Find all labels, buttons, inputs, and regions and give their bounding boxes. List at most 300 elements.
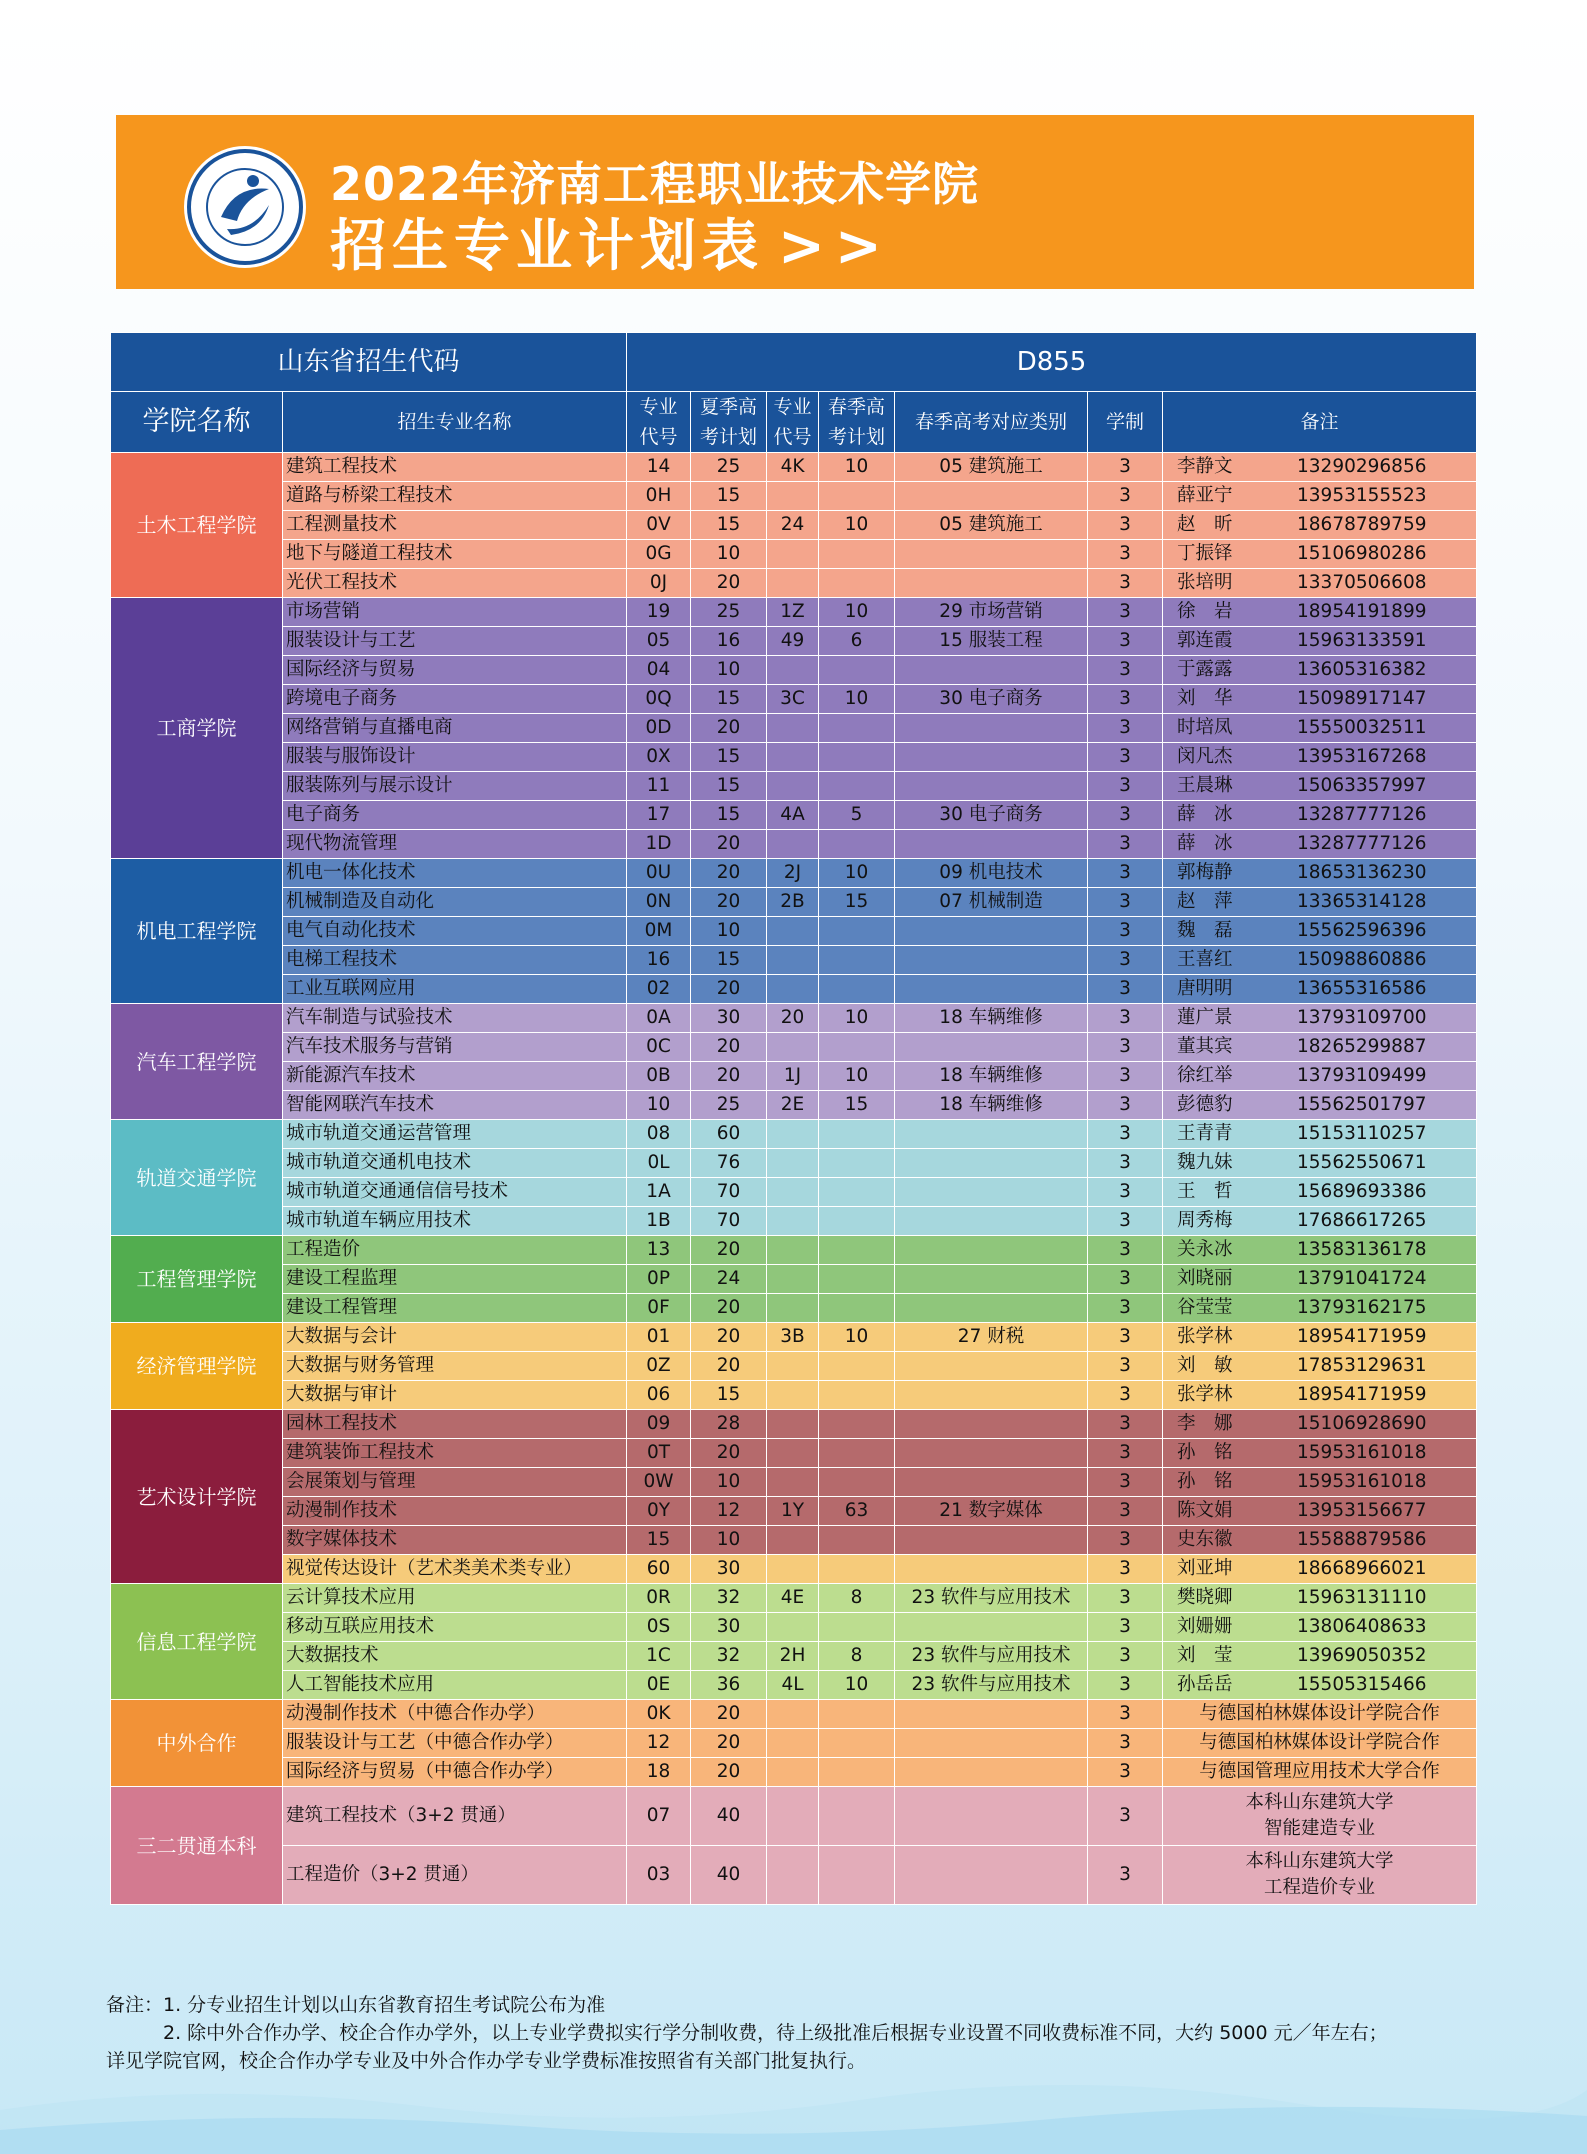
contact-name: 王 哲 xyxy=(1177,1181,1233,1202)
remark-cell xyxy=(1163,1497,1477,1526)
major-name: 城市轨道交通运营管理 xyxy=(283,1120,627,1149)
major-name: 机械制造及自动化 xyxy=(283,888,627,917)
major-code: 17 xyxy=(627,801,691,830)
major-name: 城市轨道交通通信信号技术 xyxy=(283,1178,627,1207)
study-years: 3 xyxy=(1088,1700,1163,1729)
note-line-3: 详见学院官网，校企合作办学专业及中外合作办学专业学费标准按照省有关部门批复执行。 xyxy=(106,2050,867,2072)
spring-category: 23 软件与应用技术 xyxy=(895,1671,1088,1700)
contact-name: 李 娜 xyxy=(1177,1413,1233,1434)
contact-phone: 15550032511 xyxy=(1297,717,1427,738)
contact-phone: 15505315466 xyxy=(1297,1674,1427,1695)
summer-plan: 15 xyxy=(691,685,767,714)
spring-category xyxy=(895,975,1088,1004)
major-code: 18 xyxy=(627,1758,691,1787)
summer-plan: 25 xyxy=(691,1091,767,1120)
spring-plan xyxy=(819,772,895,801)
summer-plan: 32 xyxy=(691,1584,767,1613)
contact-name: 时培凤 xyxy=(1177,717,1233,738)
remark-cell xyxy=(1163,1381,1477,1410)
summer-plan: 10 xyxy=(691,1468,767,1497)
spring-category xyxy=(895,1555,1088,1584)
major-code: 08 xyxy=(627,1120,691,1149)
contact-name: 刘亚坤 xyxy=(1177,1558,1233,1579)
summer-plan: 25 xyxy=(691,598,767,627)
contact-phone: 15953161018 xyxy=(1297,1442,1427,1463)
major-code: 1D xyxy=(627,830,691,859)
spring-code xyxy=(767,482,819,511)
major-name: 电梯工程技术 xyxy=(283,946,627,975)
major-name: 市场营销 xyxy=(283,598,627,627)
spring-code xyxy=(767,1207,819,1236)
summer-plan: 20 xyxy=(691,714,767,743)
study-years: 3 xyxy=(1088,1642,1163,1671)
contact-name: 孙岳岳 xyxy=(1177,1674,1233,1695)
major-name: 城市轨道交通机电技术 xyxy=(283,1149,627,1178)
study-years: 3 xyxy=(1088,1410,1163,1439)
remark-cell xyxy=(1163,801,1477,830)
major-code: 02 xyxy=(627,975,691,1004)
remark-cell xyxy=(1163,1439,1477,1468)
contact-name: 于露露 xyxy=(1177,659,1233,680)
contact-name: 唐明明 xyxy=(1177,978,1233,999)
college-name-cell: 机电工程学院 xyxy=(111,859,283,1004)
study-years: 3 xyxy=(1088,1207,1163,1236)
spring-plan xyxy=(819,569,895,598)
spring-plan xyxy=(819,1613,895,1642)
spring-category: 09 机电技术 xyxy=(895,859,1088,888)
spring-code xyxy=(767,1439,819,1468)
contact-name: 徐红举 xyxy=(1177,1065,1233,1086)
major-name: 服装设计与工艺（中德合作办学） xyxy=(283,1729,627,1758)
table-row xyxy=(111,511,1477,540)
major-code: 0H xyxy=(627,482,691,511)
study-years: 3 xyxy=(1088,1265,1163,1294)
header-summer xyxy=(691,392,767,453)
table-row xyxy=(111,743,1477,772)
spring-plan xyxy=(819,917,895,946)
contact-name: 谷莹莹 xyxy=(1177,1297,1233,1318)
summer-plan: 60 xyxy=(691,1120,767,1149)
spring-code xyxy=(767,975,819,1004)
spring-code xyxy=(767,1120,819,1149)
remark-cell xyxy=(1163,1584,1477,1613)
major-name: 人工智能技术应用 xyxy=(283,1671,627,1700)
spring-plan xyxy=(819,540,895,569)
remark-cell xyxy=(1163,656,1477,685)
spring-code xyxy=(767,1526,819,1555)
table-row xyxy=(111,830,1477,859)
remark-cell xyxy=(1163,1642,1477,1671)
table-row xyxy=(111,1642,1477,1671)
study-years: 3 xyxy=(1088,1671,1163,1700)
major-name: 园林工程技术 xyxy=(283,1410,627,1439)
major-code: 0F xyxy=(627,1294,691,1323)
spring-plan xyxy=(819,656,895,685)
major-code: 0Z xyxy=(627,1352,691,1381)
table-row xyxy=(111,1120,1477,1149)
remark-cell: 与德国柏林媒体设计学院合作 xyxy=(1163,1729,1477,1758)
table-row xyxy=(111,1439,1477,1468)
college-name-cell: 三二贯通本科 xyxy=(111,1787,283,1905)
remark-cell: 与德国管理应用技术大学合作 xyxy=(1163,1758,1477,1787)
spring-category xyxy=(895,569,1088,598)
header-summer-l1: 夏季高 xyxy=(700,396,758,418)
table-row xyxy=(111,1497,1477,1526)
study-years: 3 xyxy=(1088,1236,1163,1265)
table-row xyxy=(111,946,1477,975)
remark-cell xyxy=(1163,1178,1477,1207)
table-row xyxy=(111,1846,1477,1905)
remark-cell xyxy=(1163,1062,1477,1091)
header-major: 招生专业名称 xyxy=(283,392,627,453)
spring-plan xyxy=(819,1468,895,1497)
summer-plan: 70 xyxy=(691,1207,767,1236)
study-years: 3 xyxy=(1088,1323,1163,1352)
header-spring-code-l1: 专业 xyxy=(773,396,812,418)
spring-category xyxy=(895,714,1088,743)
contact-phone: 18668966021 xyxy=(1297,1558,1427,1579)
study-years: 3 xyxy=(1088,946,1163,975)
contact-name: 魏 磊 xyxy=(1177,920,1233,941)
study-years: 3 xyxy=(1088,511,1163,540)
table-row xyxy=(111,1526,1477,1555)
study-years: 3 xyxy=(1088,1787,1163,1846)
major-name: 城市轨道车辆应用技术 xyxy=(283,1207,627,1236)
contact-phone: 13370506608 xyxy=(1297,572,1427,593)
spring-plan: 6 xyxy=(819,627,895,656)
study-years: 3 xyxy=(1088,1729,1163,1758)
summer-plan: 76 xyxy=(691,1149,767,1178)
contact-name: 张学林 xyxy=(1177,1384,1233,1405)
spring-plan xyxy=(819,1236,895,1265)
major-code: 1B xyxy=(627,1207,691,1236)
spring-category: 29 市场营销 xyxy=(895,598,1088,627)
enrollment-code-value: D855 xyxy=(627,333,1477,392)
summer-plan: 24 xyxy=(691,1265,767,1294)
spring-category xyxy=(895,1352,1088,1381)
spring-category xyxy=(895,482,1088,511)
summer-plan: 40 xyxy=(691,1787,767,1846)
table-row xyxy=(111,1207,1477,1236)
table-row xyxy=(111,1236,1477,1265)
remark-cell xyxy=(1163,540,1477,569)
remark-cell xyxy=(1163,772,1477,801)
spring-category xyxy=(895,1846,1088,1905)
major-code: 0G xyxy=(627,540,691,569)
spring-plan xyxy=(819,1149,895,1178)
spring-category xyxy=(895,946,1088,975)
enrollment-code-row xyxy=(111,333,1477,392)
contact-phone: 17853129631 xyxy=(1297,1355,1427,1376)
major-code: 0X xyxy=(627,743,691,772)
remark-cell xyxy=(1163,1236,1477,1265)
spring-category xyxy=(895,917,1088,946)
major-name: 光伏工程技术 xyxy=(283,569,627,598)
remark-line-2: 智能建造专业 xyxy=(1264,1818,1376,1839)
table-row xyxy=(111,1584,1477,1613)
contact-phone: 15562550671 xyxy=(1297,1152,1427,1173)
spring-code: 4L xyxy=(767,1671,819,1700)
header-college: 学院名称 xyxy=(111,392,283,453)
spring-code: 1J xyxy=(767,1062,819,1091)
remark-cell xyxy=(1163,1352,1477,1381)
table-row xyxy=(111,1091,1477,1120)
page-title-text: 招生专业计划表 xyxy=(330,214,764,279)
spring-code xyxy=(767,1468,819,1497)
table-row xyxy=(111,1381,1477,1410)
summer-plan: 30 xyxy=(691,1555,767,1584)
major-name: 服装陈列与展示设计 xyxy=(283,772,627,801)
spring-category: 30 电子商务 xyxy=(895,685,1088,714)
spring-category: 07 机械制造 xyxy=(895,888,1088,917)
remark-cell xyxy=(1163,1468,1477,1497)
remark-cell xyxy=(1163,1294,1477,1323)
contact-phone: 13287777126 xyxy=(1297,833,1427,854)
contact-name: 魏九妹 xyxy=(1177,1152,1233,1173)
contact-name: 闵凡杰 xyxy=(1177,746,1233,767)
spring-plan xyxy=(819,1700,895,1729)
remark-cell xyxy=(1163,598,1477,627)
spring-plan xyxy=(819,1846,895,1905)
study-years: 3 xyxy=(1088,1004,1163,1033)
study-years: 3 xyxy=(1088,830,1163,859)
header-remark: 备注 xyxy=(1163,392,1477,453)
major-code: 0K xyxy=(627,1700,691,1729)
spring-code xyxy=(767,1613,819,1642)
spring-code xyxy=(767,743,819,772)
table-row xyxy=(111,1613,1477,1642)
study-years: 3 xyxy=(1088,656,1163,685)
summer-plan: 20 xyxy=(691,1700,767,1729)
spring-category xyxy=(895,1381,1088,1410)
contact-name: 陈文娟 xyxy=(1177,1500,1233,1521)
spring-category xyxy=(895,1120,1088,1149)
spring-category xyxy=(895,1033,1088,1062)
contact-name: 薛亚宁 xyxy=(1177,485,1233,506)
major-code: 0W xyxy=(627,1468,691,1497)
remark-cell xyxy=(1163,1004,1477,1033)
summer-plan: 10 xyxy=(691,1526,767,1555)
table-row xyxy=(111,1410,1477,1439)
spring-plan xyxy=(819,1787,895,1846)
contact-phone: 15562501797 xyxy=(1297,1094,1427,1115)
spring-plan xyxy=(819,1265,895,1294)
spring-plan: 10 xyxy=(819,685,895,714)
page-title-line1: 2022年济南工程职业技术学院 xyxy=(330,157,980,211)
major-code: 0Y xyxy=(627,1497,691,1526)
major-code: 0P xyxy=(627,1265,691,1294)
spring-code xyxy=(767,1265,819,1294)
spring-code: 2J xyxy=(767,859,819,888)
summer-plan: 20 xyxy=(691,1729,767,1758)
major-name: 建设工程管理 xyxy=(283,1294,627,1323)
spring-category xyxy=(895,540,1088,569)
contact-name: 张培明 xyxy=(1177,572,1233,593)
study-years: 3 xyxy=(1088,1613,1163,1642)
study-years: 3 xyxy=(1088,1584,1163,1613)
study-years: 3 xyxy=(1088,1294,1163,1323)
table-row xyxy=(111,1555,1477,1584)
spring-plan xyxy=(819,714,895,743)
study-years: 3 xyxy=(1088,975,1163,1004)
contact-phone: 17686617265 xyxy=(1297,1210,1427,1231)
spring-category xyxy=(895,1613,1088,1642)
spring-category xyxy=(895,656,1088,685)
major-code: 0M xyxy=(627,917,691,946)
remark-cell xyxy=(1163,830,1477,859)
summer-plan: 20 xyxy=(691,1236,767,1265)
study-years: 3 xyxy=(1088,1033,1163,1062)
table-row xyxy=(111,714,1477,743)
contact-name: 徐 岩 xyxy=(1177,601,1233,622)
major-name: 工程造价（3+2 贯通） xyxy=(283,1846,627,1905)
spring-category: 30 电子商务 xyxy=(895,801,1088,830)
remark-cell xyxy=(1163,1207,1477,1236)
study-years: 3 xyxy=(1088,1120,1163,1149)
college-name-cell: 信息工程学院 xyxy=(111,1584,283,1700)
spring-category xyxy=(895,1439,1088,1468)
spring-category xyxy=(895,1207,1088,1236)
spring-plan xyxy=(819,1352,895,1381)
spring-code: 2H xyxy=(767,1642,819,1671)
spring-code xyxy=(767,1846,819,1905)
major-code: 0A xyxy=(627,1004,691,1033)
spring-code: 20 xyxy=(767,1004,819,1033)
spring-code xyxy=(767,1555,819,1584)
spring-category: 21 数字媒体 xyxy=(895,1497,1088,1526)
spring-code xyxy=(767,1729,819,1758)
remark-cell xyxy=(1163,1265,1477,1294)
summer-plan: 30 xyxy=(691,1004,767,1033)
major-name: 建筑工程技术（3+2 贯通） xyxy=(283,1787,627,1846)
summer-plan: 10 xyxy=(691,540,767,569)
major-name: 新能源汽车技术 xyxy=(283,1062,627,1091)
spring-plan xyxy=(819,1178,895,1207)
major-code: 01 xyxy=(627,1323,691,1352)
remark-cell xyxy=(1163,1323,1477,1352)
contact-phone: 18265299887 xyxy=(1297,1036,1427,1057)
major-code: 0R xyxy=(627,1584,691,1613)
table-row xyxy=(111,1265,1477,1294)
study-years: 3 xyxy=(1088,1758,1163,1787)
major-code: 0T xyxy=(627,1439,691,1468)
major-code: 0D xyxy=(627,714,691,743)
contact-phone: 15106980286 xyxy=(1297,543,1427,564)
table-row xyxy=(111,917,1477,946)
table-row xyxy=(111,1323,1477,1352)
major-name: 机电一体化技术 xyxy=(283,859,627,888)
study-years: 3 xyxy=(1088,627,1163,656)
remark-line-2: 工程造价专业 xyxy=(1264,1877,1376,1898)
spring-code xyxy=(767,569,819,598)
contact-name: 蓮广景 xyxy=(1177,1007,1233,1028)
major-name: 智能网联汽车技术 xyxy=(283,1091,627,1120)
summer-plan: 25 xyxy=(691,453,767,482)
remark-cell xyxy=(1163,859,1477,888)
spring-code: 1Z xyxy=(767,598,819,627)
spring-category xyxy=(895,772,1088,801)
spring-category xyxy=(895,1758,1088,1787)
table-row xyxy=(111,1671,1477,1700)
spring-plan: 15 xyxy=(819,888,895,917)
contact-name: 王喜红 xyxy=(1177,949,1233,970)
study-years: 3 xyxy=(1088,1352,1163,1381)
study-years: 3 xyxy=(1088,1526,1163,1555)
remark-cell xyxy=(1163,1613,1477,1642)
contact-phone: 15963133591 xyxy=(1297,630,1427,651)
major-code: 0C xyxy=(627,1033,691,1062)
spring-category: 05 建筑施工 xyxy=(895,453,1088,482)
contact-name: 刘 敏 xyxy=(1177,1355,1233,1376)
major-name: 汽车技术服务与营销 xyxy=(283,1033,627,1062)
spring-plan xyxy=(819,1207,895,1236)
spring-category: 18 车辆维修 xyxy=(895,1062,1088,1091)
header-code xyxy=(627,392,691,453)
major-code: 19 xyxy=(627,598,691,627)
summer-plan: 36 xyxy=(691,1671,767,1700)
major-code: 16 xyxy=(627,946,691,975)
summer-plan: 15 xyxy=(691,511,767,540)
remark-cell xyxy=(1163,714,1477,743)
spring-plan: 8 xyxy=(819,1642,895,1671)
major-name: 道路与桥梁工程技术 xyxy=(283,482,627,511)
table-row xyxy=(111,1758,1477,1787)
contact-phone: 13806408633 xyxy=(1297,1616,1427,1637)
major-code: 1C xyxy=(627,1642,691,1671)
spring-code xyxy=(767,946,819,975)
spring-code: 4K xyxy=(767,453,819,482)
contact-phone: 13953155523 xyxy=(1297,485,1427,506)
spring-code: 2B xyxy=(767,888,819,917)
summer-plan: 10 xyxy=(691,917,767,946)
remark-cell xyxy=(1163,1555,1477,1584)
table-row xyxy=(111,540,1477,569)
summer-plan: 32 xyxy=(691,1642,767,1671)
study-years: 3 xyxy=(1088,1439,1163,1468)
contact-name: 刘晓丽 xyxy=(1177,1268,1233,1289)
contact-phone: 18678789759 xyxy=(1297,514,1427,535)
table-row xyxy=(111,453,1477,482)
wave-decoration xyxy=(0,2060,1587,2154)
summer-plan: 20 xyxy=(691,1294,767,1323)
major-name: 大数据与财务管理 xyxy=(283,1352,627,1381)
summer-plan: 15 xyxy=(691,1381,767,1410)
study-years: 3 xyxy=(1088,569,1163,598)
contact-phone: 15098917147 xyxy=(1297,688,1427,709)
spring-category xyxy=(895,743,1088,772)
double-chevron-icon: >> xyxy=(778,214,892,279)
major-name: 建筑工程技术 xyxy=(283,453,627,482)
contact-name: 郭连霞 xyxy=(1177,630,1233,651)
contact-name: 郭梅静 xyxy=(1177,862,1233,883)
spring-plan: 8 xyxy=(819,1584,895,1613)
contact-phone: 13953156677 xyxy=(1297,1500,1427,1521)
spring-plan: 10 xyxy=(819,1671,895,1700)
spring-plan: 10 xyxy=(819,1323,895,1352)
header-spring-l1: 春季高 xyxy=(828,396,886,418)
table-row xyxy=(111,1033,1477,1062)
header-summer-l2: 考计划 xyxy=(700,426,758,448)
spring-code xyxy=(767,656,819,685)
contact-phone: 13290296856 xyxy=(1297,456,1427,477)
college-logo-icon xyxy=(183,145,307,269)
contact-phone: 15963131110 xyxy=(1297,1587,1427,1608)
remark-cell xyxy=(1163,888,1477,917)
contact-name: 刘姗姗 xyxy=(1177,1616,1233,1637)
summer-plan: 20 xyxy=(691,859,767,888)
remark-line-1: 本科山东建筑大学 xyxy=(1245,1851,1394,1872)
summer-plan: 16 xyxy=(691,627,767,656)
